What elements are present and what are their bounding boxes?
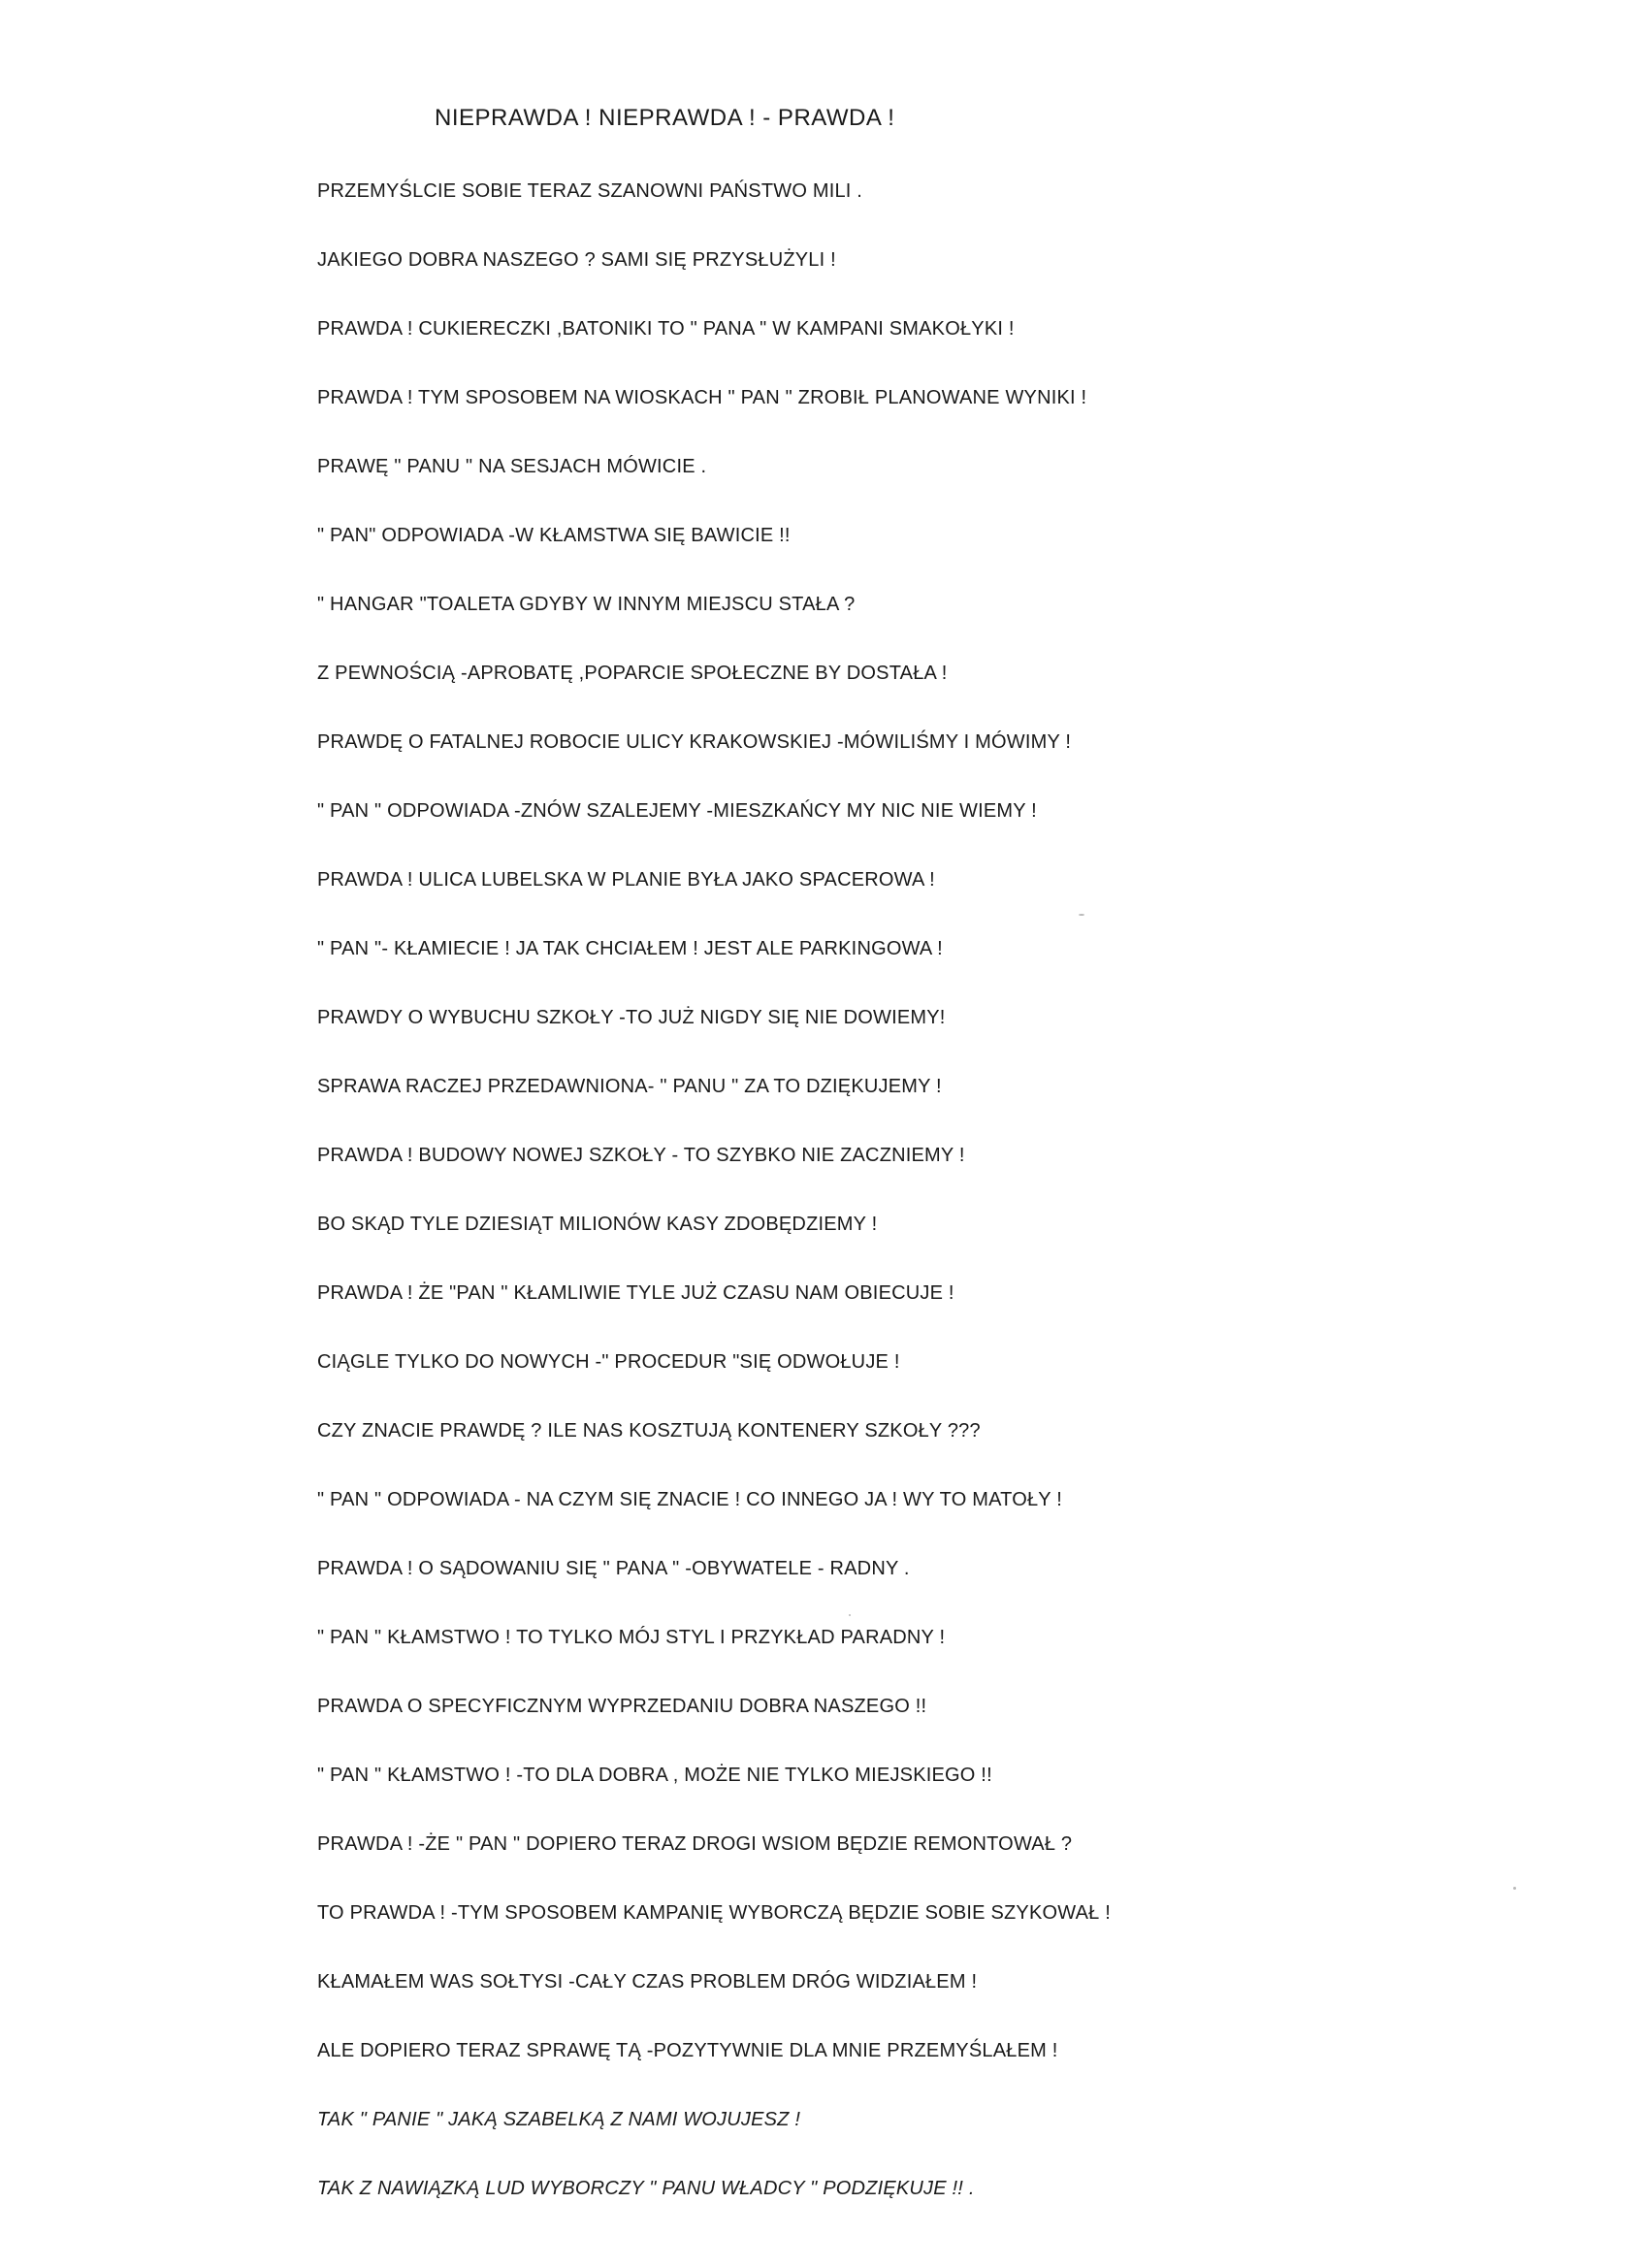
poem-line: PRAWDA ! O SĄDOWANIU SIĘ " PANA " -OBYWATELE - RADNY . bbox=[317, 1558, 910, 1579]
poem-line: CZY ZNACIE PRAWDĘ ? ILE NAS KOSZTUJĄ KONTENERY SZKOŁY ??? bbox=[317, 1420, 981, 1442]
poem-line: PRAWĘ " PANU " NA SESJACH MÓWICIE . bbox=[317, 456, 707, 477]
poem-line: PRAWDY O WYBUCHU SZKOŁY -TO JUŻ NIGDY SIĘ NIE DOWIEMY! bbox=[317, 1007, 946, 1028]
poem-line: " PAN "- KŁAMIECIE ! JA TAK CHCIAŁEM ! JEST ALE PARKINGOWA ! bbox=[317, 938, 943, 959]
poem-line: CIĄGLE TYLKO DO NOWYCH -" PROCEDUR "SIĘ ODWOŁUJE ! bbox=[317, 1351, 900, 1373]
poem-line: SPRAWA RACZEJ PRZEDAWNIONA- " PANU " ZA TO DZIĘKUJEMY ! bbox=[317, 1076, 942, 1097]
scan-speck bbox=[849, 1614, 851, 1616]
poem-line: Z PEWNOŚCIĄ -APROBATĘ ,POPARCIE SPOŁECZNE BY DOSTAŁA ! bbox=[317, 663, 948, 684]
poem-line: JAKIEGO DOBRA NASZEGO ? SAMI SIĘ PRZYSŁUŻYLI ! bbox=[317, 249, 836, 271]
poem-line: PRAWDA ! -ŻE " PAN " DOPIERO TERAZ DROGI WSIOM BĘDZIE REMONTOWAŁ ? bbox=[317, 1833, 1073, 1855]
poem-line: PRAWDĘ O FATALNEJ ROBOCIE ULICY KRAKOWSKIEJ -MÓWILIŚMY I MÓWIMY ! bbox=[317, 731, 1072, 753]
poem-line: PRAWDA ! ŻE "PAN " KŁAMLIWIE TYLE JUŻ CZASU NAM OBIECUJE ! bbox=[317, 1282, 954, 1304]
poem-line: " HANGAR "TOALETA GDYBY W INNYM MIEJSCU STAŁA ? bbox=[317, 594, 856, 615]
poem-line: " PAN " KŁAMSTWO ! -TO DLA DOBRA , MOŻE NIE TYLKO MIEJSKIEGO !! bbox=[317, 1765, 992, 1786]
poem-line: PRAWDA ! BUDOWY NOWEJ SZKOŁY - TO SZYBKO NIE ZACZNIEMY ! bbox=[317, 1145, 965, 1166]
scan-speck bbox=[1513, 1887, 1516, 1890]
poem-line: ALE DOPIERO TERAZ SPRAWĘ TĄ -POZYTYWNIE DLA MNIE PRZEMYŚLAŁEM ! bbox=[317, 2040, 1058, 2061]
poem-line: PRAWDA O SPECYFICZNYM WYPRZEDANIU DOBRA NASZEGO !! bbox=[317, 1696, 927, 1717]
poem-line: TAK Z NAWIĄZKĄ LUD WYBORCZY " PANU WŁADCY " PODZIĘKUJE !! . bbox=[317, 2178, 975, 2199]
poem-lines bbox=[317, 178, 1111, 2244]
poem-line: PRAWDA ! TYM SPOSOBEM NA WIOSKACH " PAN " ZROBIŁ PLANOWANE WYNIKI ! bbox=[317, 387, 1087, 408]
poem-line: TAK " PANIE " JAKĄ SZABELKĄ Z NAMI WOJUJESZ ! bbox=[317, 2109, 801, 2130]
scan-speck bbox=[1079, 914, 1084, 916]
poem-line: TO PRAWDA ! -TYM SPOSOBEM KAMPANIĘ WYBORCZĄ BĘDZIE SOBIE SZYKOWAŁ ! bbox=[317, 1902, 1111, 1924]
poem-line: BO SKĄD TYLE DZIESIĄT MILIONÓW KASY ZDOBĘDZIEMY ! bbox=[317, 1214, 878, 1235]
page-title: NIEPRAWDA ! NIEPRAWDA ! - PRAWDA ! bbox=[435, 105, 895, 131]
poem-line: " PAN" ODPOWIADA -W KŁAMSTWA SIĘ BAWICIE !! bbox=[317, 525, 791, 546]
poem-line: " PAN " ODPOWIADA -ZNÓW SZALEJEMY -MIESZKAŃCY MY NIC NIE WIEMY ! bbox=[317, 800, 1037, 822]
poem-line: " PAN " KŁAMSTWO ! TO TYLKO MÓJ STYL I PRZYKŁAD PARADNY ! bbox=[317, 1627, 946, 1648]
poem-line: KŁAMAŁEM WAS SOŁTYSI -CAŁY CZAS PROBLEM DRÓG WIDZIAŁEM ! bbox=[317, 1971, 978, 1993]
poem-line: " PAN " ODPOWIADA - NA CZYM SIĘ ZNACIE ! CO INNEGO JA ! WY TO MATOŁY ! bbox=[317, 1489, 1062, 1510]
poem-line: PRZEMYŚLCIE SOBIE TERAZ SZANOWNI PAŃSTWO MILI . bbox=[317, 180, 863, 202]
poem-line: PRAWDA ! CUKIERECZKI ,BATONIKI TO " PANA " W KAMPANI SMAKOŁYKI ! bbox=[317, 318, 1015, 340]
poem-line: PRAWDA ! ULICA LUBELSKA W PLANIE BYŁA JAKO SPACEROWA ! bbox=[317, 869, 935, 891]
